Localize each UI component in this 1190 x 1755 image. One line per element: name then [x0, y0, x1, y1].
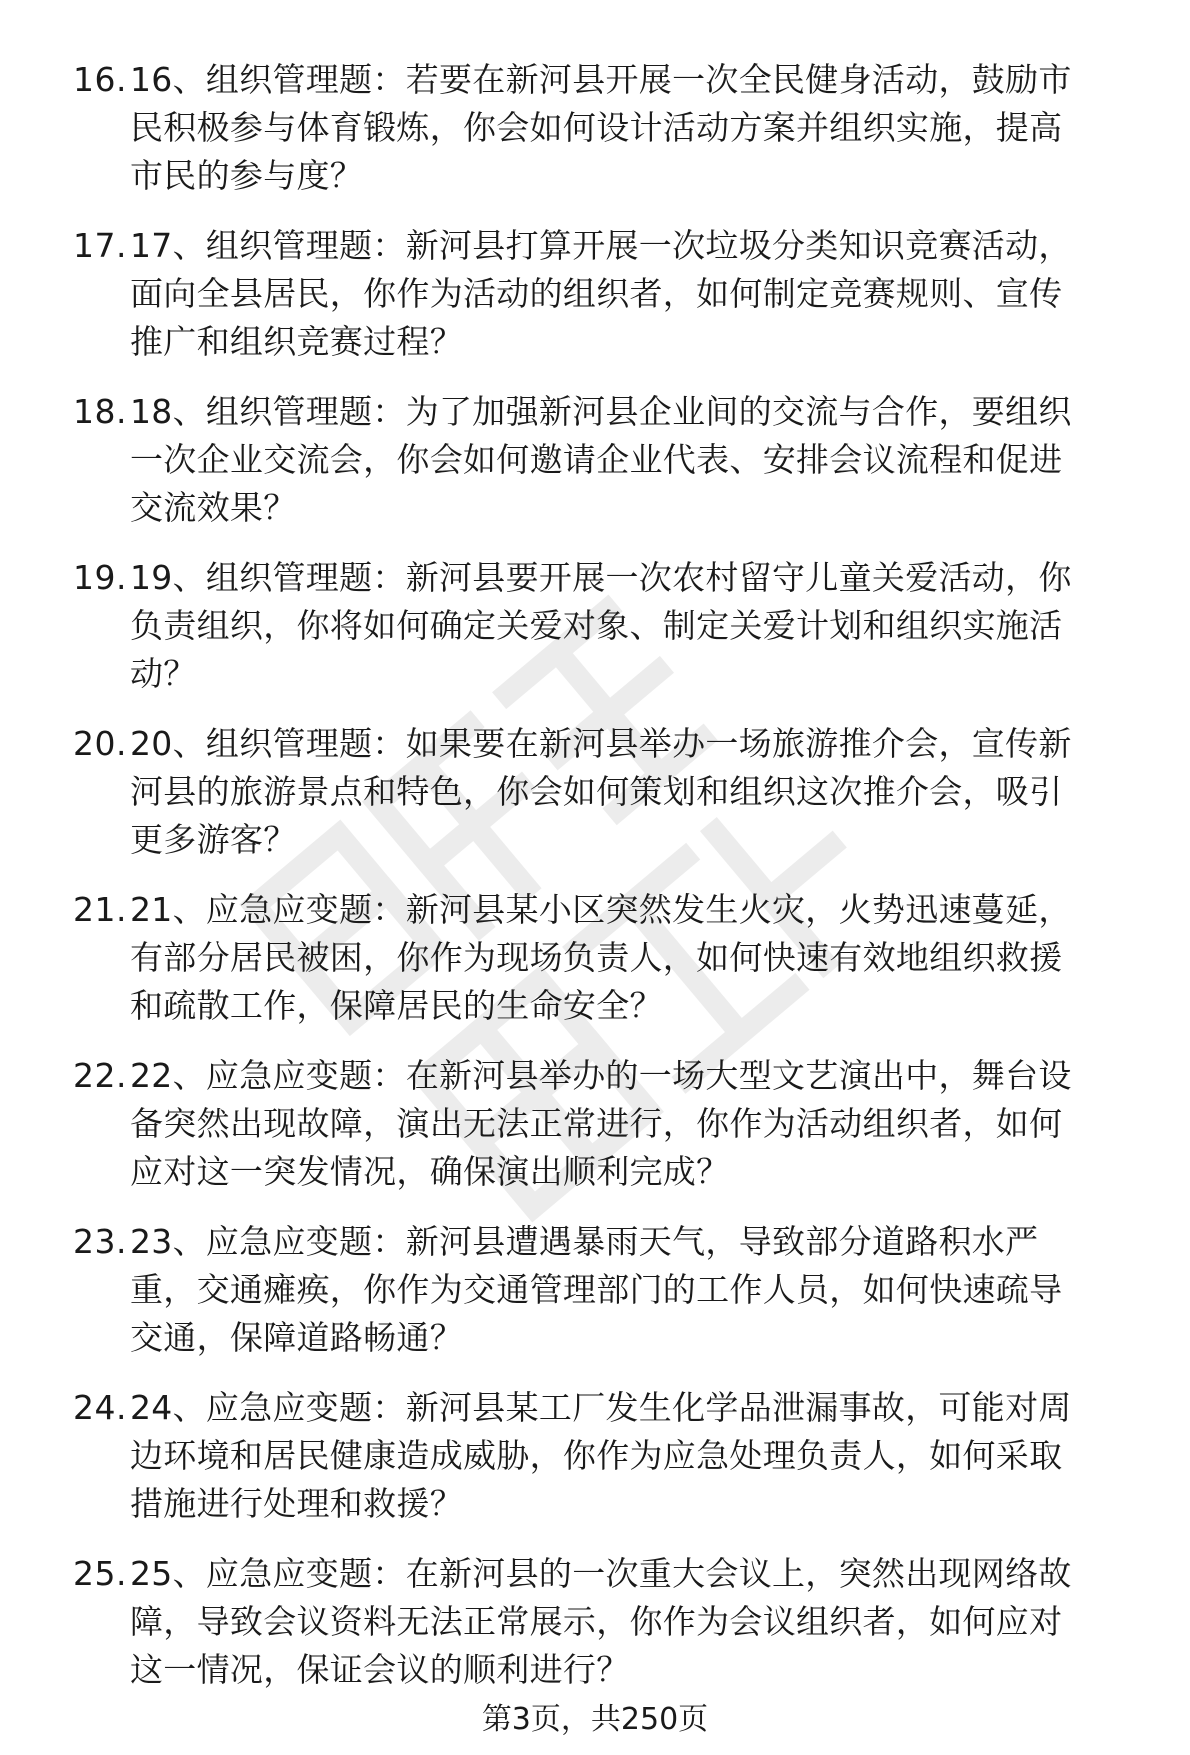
- list-item: [0, 56, 1190, 222]
- page-footer: 第3页，共250页: [481, 1702, 709, 1737]
- list-item: [0, 720, 1190, 886]
- item-text: 18、组织管理题：为了加强新河县企业间的交流与合作，要组织 一次企业交流会，你会如何邀请企业代表、安排会议流程和促进 交流效果？: [130, 392, 1072, 527]
- list-item: [0, 388, 1190, 554]
- item-number: 22.: [73, 1056, 127, 1095]
- item-text: 17、组织管理题：新河县打算开展一次垃圾分类知识竞赛活动， 面向全县居民，你作为活动的组织者，如何制定竞赛规则、宣传 推广和组织竞赛过程？: [130, 226, 1072, 361]
- item-text: 22、应急应变题：在新河县举办的一场大型文艺演出中，舞台设 备突然出现故障，演出无法正常进行，你作为活动组织者，如何 应对这一突发情况，确保演出顺利完成？: [130, 1056, 1072, 1191]
- item-text: 25、应急应变题：在新河县的一次重大会议上，突然出现网络故 障，导致会议资料无法正常展示，你作为会议组织者，如何应对 这一情况，保证会议的顺利进行？: [130, 1554, 1072, 1689]
- item-number: 21.: [73, 890, 127, 929]
- item-text: 16、组织管理题：若要在新河县开展一次全民健身活动，鼓励市 民积极参与体育锻炼，你会如何设计活动方案并组织实施，提高 市民的参与度？: [130, 60, 1072, 195]
- list-item: [0, 886, 1190, 1052]
- item-text: 19、组织管理题：新河县要开展一次农村留守儿童关爱活动，你 负责组织，你将如何确定关爱对象、制定关爱计划和组织实施活 动？: [130, 558, 1072, 693]
- item-number: 24.: [73, 1388, 127, 1427]
- list-item: [0, 1384, 1190, 1550]
- item-text: 21、应急应变题：新河县某小区突然发生火灾，火势迅速蔓延， 有部分居民被困，你作为现场负责人，如何快速有效地组织救援 和疏散工作，保障居民的生命安全？: [130, 890, 1072, 1025]
- question-list: [0, 56, 1190, 1716]
- item-number: 19.: [73, 558, 127, 597]
- item-number: 17.: [73, 226, 127, 265]
- item-number: 25.: [73, 1554, 127, 1593]
- item-text: 20、组织管理题：如果要在新河县举办一场旅游推介会，宣传新 河县的旅游景点和特色，你会如何策划和组织这次推介会，吸引 更多游客？: [130, 724, 1072, 859]
- item-number: 18.: [73, 392, 127, 431]
- list-item: [0, 222, 1190, 388]
- item-number: 20.: [73, 724, 127, 763]
- item-text: 24、应急应变题：新河县某工厂发生化学品泄漏事故，可能对周 边环境和居民健康造成威胁，你作为应急处理负责人，如何采取 措施进行处理和救援？: [130, 1388, 1072, 1523]
- list-item: [0, 554, 1190, 720]
- item-number: 23.: [73, 1222, 127, 1261]
- item-text: 23、应急应变题：新河县遭遇暴雨天气，导致部分道路积水严 重，交通瘫痪，你作为交通管理部门的工作人员，如何快速疏导 交通，保障道路畅通？: [130, 1222, 1063, 1357]
- item-number: 16.: [73, 60, 127, 99]
- list-item: [0, 1052, 1190, 1218]
- list-item: [0, 1218, 1190, 1384]
- list-item: [0, 1550, 1190, 1716]
